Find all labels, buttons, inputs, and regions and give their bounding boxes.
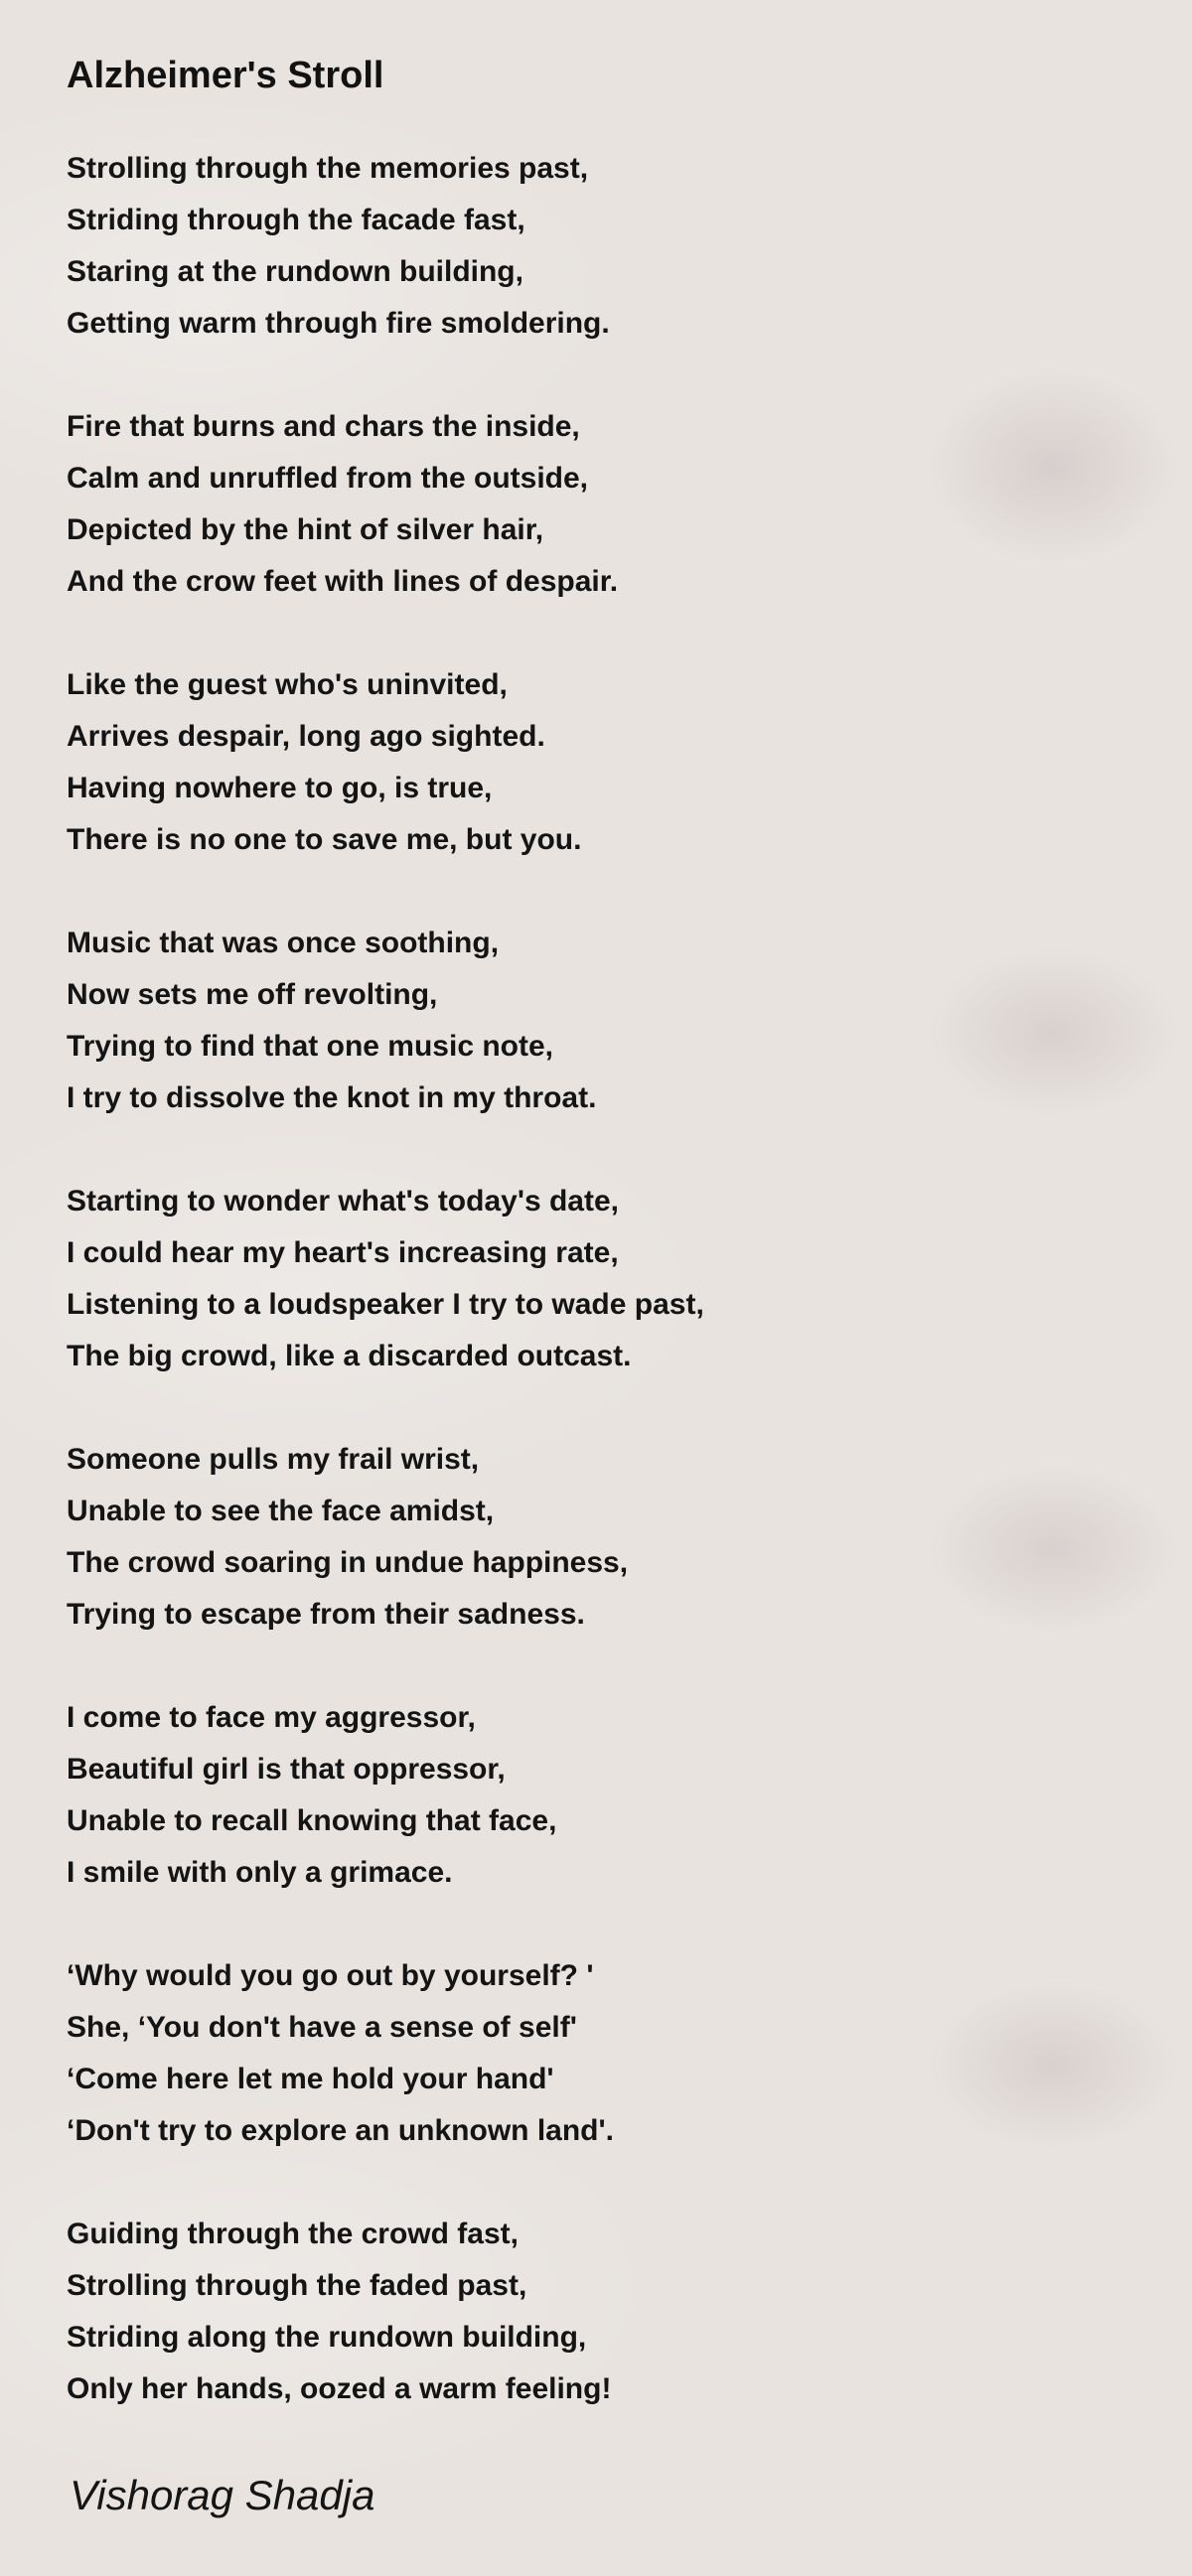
poem-line: Unable to recall knowing that face, — [67, 1804, 557, 1837]
poem-line: Music that was once soothing, — [67, 927, 500, 959]
poem-line: And the crow feet with lines of despair. — [67, 565, 619, 598]
poem-line: Strolling through the faded past, — [67, 2269, 527, 2302]
poem-line: Depicted by the hint of silver hair, — [67, 513, 544, 546]
poem-line: She, ‘You don't have a sense of self' — [67, 2011, 577, 2044]
stanza — [67, 143, 1139, 350]
stanza — [67, 1692, 1139, 1899]
poem-line: Getting warm through fire smoldering. — [67, 307, 610, 340]
poem-line: Calm and unruffled from the outside, — [67, 462, 589, 495]
poem-title: Alzheimer's Stroll — [67, 55, 384, 96]
poem-line: I try to dissolve the knot in my throat. — [67, 1081, 597, 1114]
poem-line: Guiding through the crowd fast, — [67, 2218, 519, 2250]
poem-line: I could hear my heart's increasing rate, — [67, 1236, 619, 1269]
stanza — [67, 918, 1139, 1124]
poem-line: There is no one to save me, but you. — [67, 823, 582, 856]
poem-line: Strolling through the memories past, — [67, 152, 589, 185]
poem-line: Unable to see the face amidst, — [67, 1495, 495, 1527]
stanza — [67, 401, 1139, 608]
poem-line: Like the guest who's uninvited, — [67, 668, 508, 701]
poem-line: ‘Why would you go out by yourself? ' — [67, 1959, 594, 1992]
poem-line: I come to face my aggressor, — [67, 1701, 476, 1734]
stanza — [67, 2209, 1139, 2415]
poem-line: Having nowhere to go, is true, — [67, 772, 493, 804]
poem-line: Arrives despair, long ago sighted. — [67, 720, 545, 753]
poem-line: Someone pulls my frail wrist, — [67, 1443, 480, 1476]
poem-line: Trying to find that one music note, — [67, 1030, 554, 1063]
poem-line: Staring at the rundown building, — [67, 255, 523, 288]
poem-line: Fire that burns and chars the inside, — [67, 410, 580, 443]
poem-line: Trying to escape from their sadness. — [67, 1598, 585, 1631]
poem-line: Listening to a loudspeaker I try to wade past, — [67, 1288, 704, 1321]
poem-line: Starting to wonder what's today's date, — [67, 1185, 619, 1217]
poem-line: I smile with only a grimace. — [67, 1856, 453, 1889]
poem-line: ‘Come here let me hold your hand' — [67, 2063, 554, 2095]
stanza — [67, 659, 1139, 866]
poem-line: Striding through the facade fast, — [67, 204, 525, 236]
poem-author: Vishorag Shadja — [70, 2472, 375, 2518]
poem-line: Now sets me off revolting, — [67, 978, 438, 1011]
stanza — [67, 1176, 1139, 1382]
stanza — [67, 1434, 1139, 1641]
stanza — [67, 1950, 1139, 2157]
poem-line: Only her hands, oozed a warm feeling! — [67, 2372, 612, 2405]
poem-container — [67, 52, 1139, 2415]
poem-line: Beautiful girl is that oppressor, — [67, 1753, 506, 1786]
poem-line: The big crowd, like a discarded outcast. — [67, 1340, 632, 1372]
poem-line: The crowd soaring in undue happiness, — [67, 1546, 629, 1579]
poem-line: ‘Don't try to explore an unknown land'. — [67, 2114, 614, 2147]
poem-line: Striding along the rundown building, — [67, 2321, 587, 2354]
